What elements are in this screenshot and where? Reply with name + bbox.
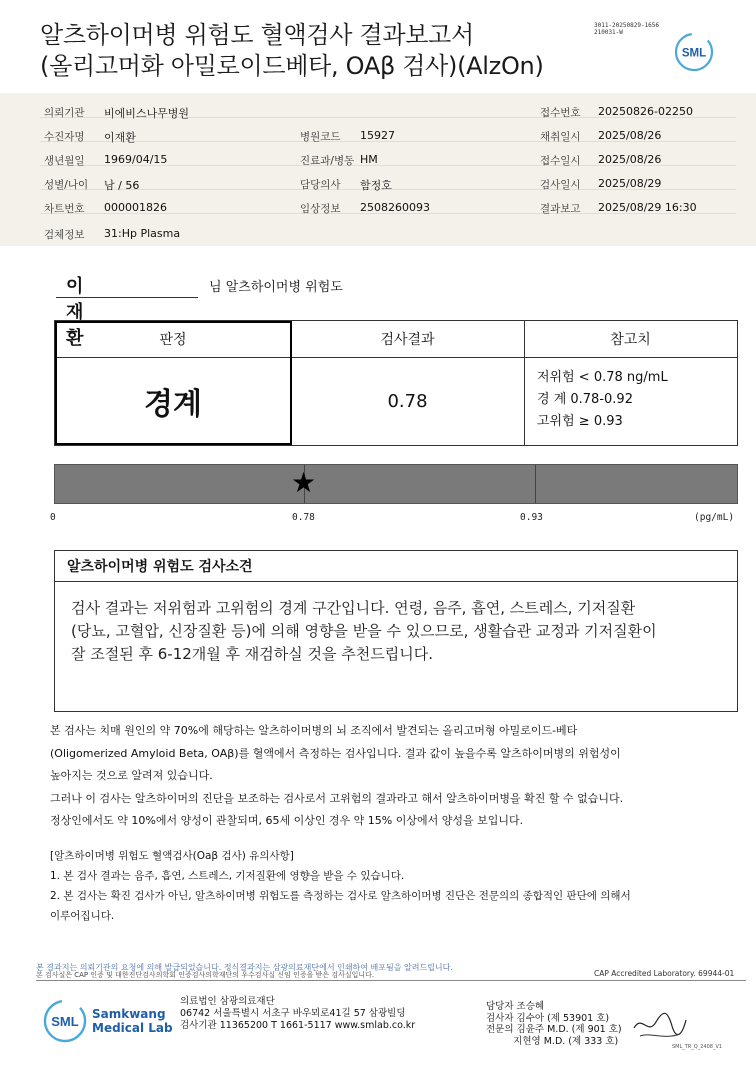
value-receipt-number: 20250826-02250 — [598, 105, 693, 118]
scale-label-min: 0 — [50, 512, 56, 523]
document-code-line2: 210031-W — [594, 29, 623, 36]
sml-footer-logo-icon — [42, 998, 88, 1044]
label-receipt-number: 접수번호 — [540, 107, 581, 119]
document-code-line1: 3011-20250829-1656 — [594, 22, 660, 29]
value-receipt-date: 2025/08/26 — [598, 153, 662, 166]
footer-staff — [486, 1001, 622, 1047]
sml-logo-text: SML — [681, 47, 707, 60]
label-clinical-info: 임상정보 — [300, 203, 341, 215]
value-chart-number: 000001826 — [104, 201, 167, 214]
value-hospital-code: 15927 — [360, 129, 395, 142]
patient-info-block — [0, 93, 756, 246]
opinion-line: (당뇨, 고혈압, 신장질환 등)에 의해 영향을 받을 수 있으므로, 생활습관 교정과 기저질환이 — [71, 622, 657, 640]
opinion-heading: 알츠하이머병 위험도 검사소견 — [55, 551, 737, 582]
staff-line: 담당자 조승혜 — [486, 1001, 545, 1012]
value-report-date: 2025/08/29 16:30 — [598, 201, 697, 214]
reference-border: 경 계 0.78-0.92 — [537, 392, 633, 407]
scale-label-low: 0.78 — [292, 512, 315, 523]
signature-icon — [630, 1006, 690, 1044]
header-reference: 참고치 — [610, 332, 651, 348]
footer-divider — [36, 980, 746, 981]
value-collection-date: 2025/08/26 — [598, 129, 662, 142]
value-department: HM — [360, 153, 378, 166]
institution-name: 의료법인 삼광의료재단 — [180, 996, 275, 1007]
form-code: SML_TR_Q_2408_V1 — [672, 1044, 723, 1050]
notes-heading: [알츠하이머병 위험도 혈액검사(Oaβ 검사) 유의사항] — [50, 850, 294, 862]
value-doctor: 함정호 — [360, 179, 392, 192]
scale-label-unit: (pg/mL) — [694, 512, 735, 523]
explanation-line: (Oligomerized Amyloid Beta, OAβ)를 혈액에서 측정하는 검사입니다. 결과 값이 높을수록 알츠하이머병의 위험성이 — [50, 746, 621, 760]
risk-scale-bar — [54, 464, 738, 504]
footer-accreditation-note: 본 검사실은 CAP 인증 및 대한진단검사의학회 인증검사의학재단의 우수검사실 신임 인증을 받은 검사실입니다. — [36, 971, 375, 979]
header-result: 검사결과 — [380, 332, 435, 348]
scale-marker-star-icon: ★ — [291, 466, 317, 499]
sml-footer-logo-text: SML — [51, 1014, 79, 1029]
value-specimen-info: 31:Hp Plasma — [104, 227, 181, 240]
opinion-box — [54, 550, 738, 712]
reference-high: 고위험 ≥ 0.93 — [537, 414, 623, 429]
scale-label-high: 0.93 — [520, 512, 543, 523]
label-doctor: 담당의사 — [300, 179, 341, 191]
staff-line: 지현영 M.D. (제 333 호) — [486, 1035, 619, 1047]
label-birth-date: 생년월일 — [44, 155, 85, 167]
institution-address: 06742 서울특별시 서초구 바우뫼로41길 57 삼광빌딩 — [180, 1008, 406, 1019]
report-title-line1: 알츠하이머병 위험도 혈액검사 결과보고서 — [40, 21, 474, 49]
result-value: 0.78 — [387, 390, 428, 412]
name-suffix: 님 알츠하이머병 위험도 — [209, 280, 343, 295]
opinion-line: 검사 결과는 저위험과 고위험의 경계 구간입니다. 연령, 음주, 흡연, 스트레스, 기저질환 — [71, 599, 636, 617]
header-judgement: 판정 — [159, 332, 187, 348]
label-report-date: 결과보고 — [540, 203, 581, 215]
label-sex-age: 성별/나이 — [44, 179, 89, 191]
reference-ranges — [537, 367, 668, 433]
label-specimen-info: 검체정보 — [44, 229, 85, 241]
patient-name: 이재환 — [66, 276, 84, 349]
value-test-date: 2025/08/29 — [598, 177, 662, 190]
institution-contact: 검사기관 11365200 T 1661-5117 www.smlab.co.kr — [180, 1020, 416, 1031]
staff-line: 검사자 김수아 (제 53901 호) — [486, 1012, 610, 1024]
precaution-notes — [50, 846, 740, 926]
brand-line1: Samkwang — [92, 1007, 166, 1021]
label-receipt-date: 접수일시 — [540, 155, 581, 167]
footer-brand — [92, 1007, 173, 1035]
explanation-line: 높아지는 것으로 알려져 있습니다. — [50, 769, 213, 782]
label-requesting-institution: 의뢰기관 — [44, 107, 85, 119]
reference-low: 저위험 < 0.78 ng/mL — [537, 370, 668, 385]
opinion-line: 잘 조절된 후 6-12개월 후 재검하실 것을 추천드립니다. — [71, 645, 433, 663]
staff-line: 전문의 김윤주 M.D. (제 901 호) — [486, 1024, 622, 1035]
document-code — [594, 22, 659, 36]
scale-tick-border-high — [535, 465, 536, 503]
label-collection-date: 채취일시 — [540, 131, 581, 143]
explanation-line: 본 검사는 치매 원인의 약 70%에 해당하는 알츠하이머병의 뇌 조직에서 발견되는 올리고머형 아밀로이드-베타 — [50, 724, 578, 737]
explanation-line: 그러나 이 검사는 알츠하이머의 진단을 보조하는 검사로서 고위험의 결과라고 해서 알츠하이머병을 확진 할 수 없습니다. — [50, 791, 624, 805]
name-underline — [56, 297, 198, 298]
notes-line: 2. 본 검사는 확진 검사가 아닌, 알츠하이머병 위험도를 측정하는 검사로 알츠하이머병 진단은 전문의의 종합적인 판단에 의해서 — [50, 890, 631, 902]
result-table — [54, 320, 738, 446]
brand-line2: Medical Lab — [92, 1021, 173, 1035]
value-patient-name: 이재환 — [104, 131, 136, 144]
explanation-line: 정상인에서도 약 10%에서 양성이 관찰되며, 65세 이상인 경우 약 15% 이상에서 양성을 보입니다. — [50, 814, 524, 827]
label-test-date: 검사일시 — [540, 179, 581, 191]
footer-blue-note: 본 결과지는 의뢰기관의 요청에 의해 발급되었습니다. 정식결과지는 삼광의료재단에서 인쇄하여 배포됨을 알려드립니다. — [36, 963, 453, 972]
label-patient-name: 수진자명 — [44, 131, 85, 143]
label-hospital-code: 병원코드 — [300, 131, 341, 143]
footer-cap-accreditation: CAP Accredited Laboratory. 69944-01 — [594, 969, 735, 978]
sml-logo-icon — [674, 32, 714, 72]
test-explanation — [50, 720, 740, 833]
notes-line: 이루어집니다. — [50, 910, 115, 922]
report-title — [40, 20, 544, 82]
value-requesting-institution: 비에비스나무병원 — [104, 107, 190, 120]
value-clinical-info: 2508260093 — [360, 201, 430, 214]
value-birth-date: 1969/04/15 — [104, 153, 168, 166]
value-sex-age: 남 / 56 — [104, 179, 140, 192]
label-department: 진료과/병동 — [300, 155, 355, 167]
label-chart-number: 차트번호 — [44, 203, 85, 215]
notes-line: 1. 본 검사 결과는 음주, 흡연, 스트레스, 기저질환에 영향을 받을 수 있습니다. — [50, 870, 405, 882]
judgement-value: 경계 — [144, 387, 202, 422]
opinion-body — [71, 597, 731, 666]
footer-institution — [180, 996, 415, 1032]
report-title-line2: (올리고머화 아밀로이드베타, OAβ 검사)(AlzOn) — [40, 52, 544, 80]
